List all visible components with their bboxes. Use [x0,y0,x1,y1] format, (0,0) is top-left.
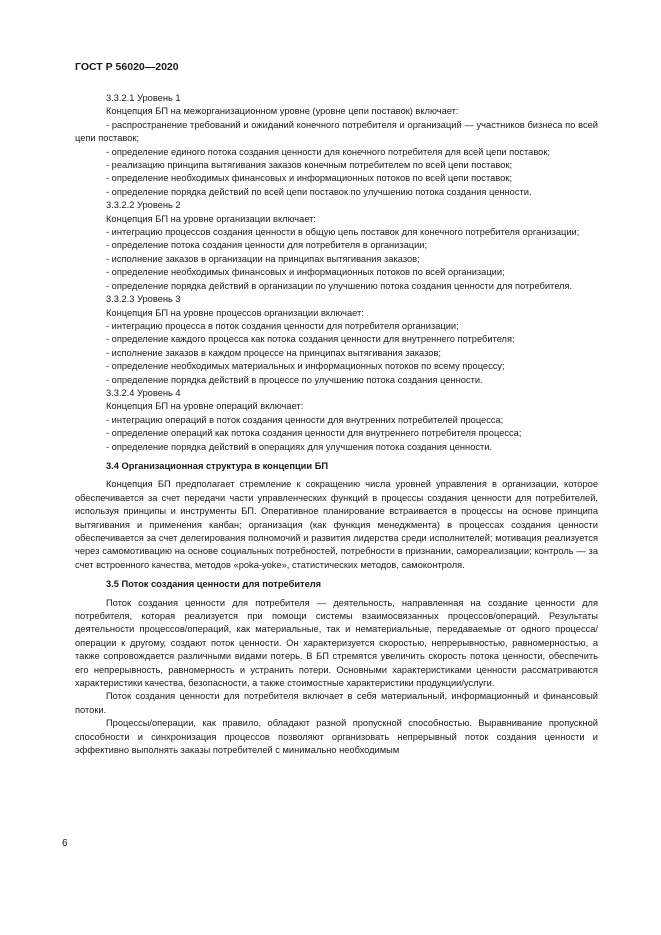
paragraph: - определение каждого процесса как потока создания ценности для внутреннего потребителя; [106,334,515,345]
paragraph: Поток создания ценности для потребителя включает в себя материальный, информационный и финансовый потоки. [75,691,598,715]
paragraph: - определение порядка действий в процессе по улучшению потока создания ценности. [106,374,483,385]
paragraph: Концепция БП на уровне организации включает: [106,213,317,224]
paragraph: Концепция БП на уровне операций включает: [106,401,304,412]
page-number: 6 [62,838,68,849]
paragraph: Концепция БП на межорганизационном уровне (уровне цепи поставок) включает: [106,106,459,117]
paragraph: 3.3.2.1 Уровень 1 [106,93,181,103]
document-header: ГОСТ Р 56020—2020 [75,61,179,73]
section-heading: 3.4 Организационная структура в концепции БП [106,460,329,471]
paragraph: 3.3.2.3 Уровень 3 [106,294,181,305]
paragraph: Концепция БП на уровне процессов организации включает: [106,307,364,318]
paragraph: Процессы/операции, как правило, обладают разной пропускной способностью. Выравнивание пропускной способности и синхронизация процессов позволяют организовать непрерывный поток создания ценности и эффективно выполнять заказы потребителей с минимально необходимым [75,718,598,756]
paragraph: - определение необходимых финансовых и информационных потоков по всей организации; [106,267,505,278]
paragraph: - исполнение заказов в каждом процессе на принципах вытягивания заказов; [106,347,441,358]
paragraph: - определение единого потока создания ценности для конечного потребителя для всей цепи поставок; [106,146,550,157]
paragraph: - интеграцию операций в поток создания ценности для внутренних потребителей процесса; [106,414,504,425]
paragraph: - интеграцию процесса в поток создания ценности для потребителя организации; [106,320,459,331]
paragraph: - определение потока создания ценности для потребителя в организации; [106,240,428,251]
paragraph: - определение операций как потока создания ценности для внутреннего потребителя процесса; [106,428,522,439]
paragraph: - определение порядка действий в организации по улучшению потока создания ценности для потребителя. [106,280,573,291]
document-body [75,92,598,758]
paragraph: 3.3.2.4 Уровень 4 [106,387,181,398]
paragraph: - определение необходимых материальных и информационных потоков по всему процессу; [106,361,505,372]
paragraph: 3.3.2.2 Уровень 2 [106,200,181,211]
paragraph: Поток создания ценности для потребителя — деятельность, направленная на создание ценности для потребителя, которая реализуется при помощи системы взаимосвязанных процессов/операций. Результаты деятельности процессов/операций, как материальные, так и нематериальные, передаваемые от одного процесса/операции к другому, создают поток ценности. Он характеризуется скоростью, непрерывностью, равномерностью, а также сопровождается различными видами потерь. В БП стремятся увеличить скорость потока ценности, обеспечить его непрерывность, равномерность и устранить потери. Основными характеристиками ценности рассматриваются характеристики качества, безопасности, а также стоимостные характеристики продукции/услуги. [75,597,598,689]
paragraph: - исполнение заказов в организации на принципах вытягивания заказов; [106,253,420,264]
paragraph: - определение порядка действий в операциях для улучшения потока создания ценности. [106,441,493,452]
paragraph: Концепция БП предполагает стремление к сокращению числа уровней управления в организации, которое обеспечивается за счет передачи части управленческих функций в процессы создания ценности для потребителей, используя принципы и инструменты БП. Оперативное планирование встраивается в процессы на основе принципа вытягивания и применения канбан; организация (как функция менеджмента) в процессах создания ценности обеспечивается за счет делегирования полномочий и развития лидерства среди исполнителей; мотивация реализуется через самомотивацию на основе социальных потребностей, потребности в признании, самореализации; контроль — за счет встроенного качества, методов «poka-yoke», статистических методов, самоконтроля. [75,479,598,570]
paragraph: - интеграцию процессов создания ценности в общую цепь поставок для конечного потребителя организации; [106,227,580,238]
paragraph: - определение необходимых финансовых и информационных потоков по всей цепи поставок; [106,173,512,184]
paragraph: - реализацию принципа вытягивания заказов конечным потребителем по всей цепи поставок; [106,160,513,171]
section-heading: 3.5 Поток создания ценности для потребителя [106,579,322,590]
paragraph: - распространение требований и ожиданий конечного потребителя и организаций — участников бизнеса по всей цепи поставок; [75,119,598,144]
paragraph: - определение порядка действий по всей цепи поставок по улучшению потока создания ценности. [106,186,532,197]
